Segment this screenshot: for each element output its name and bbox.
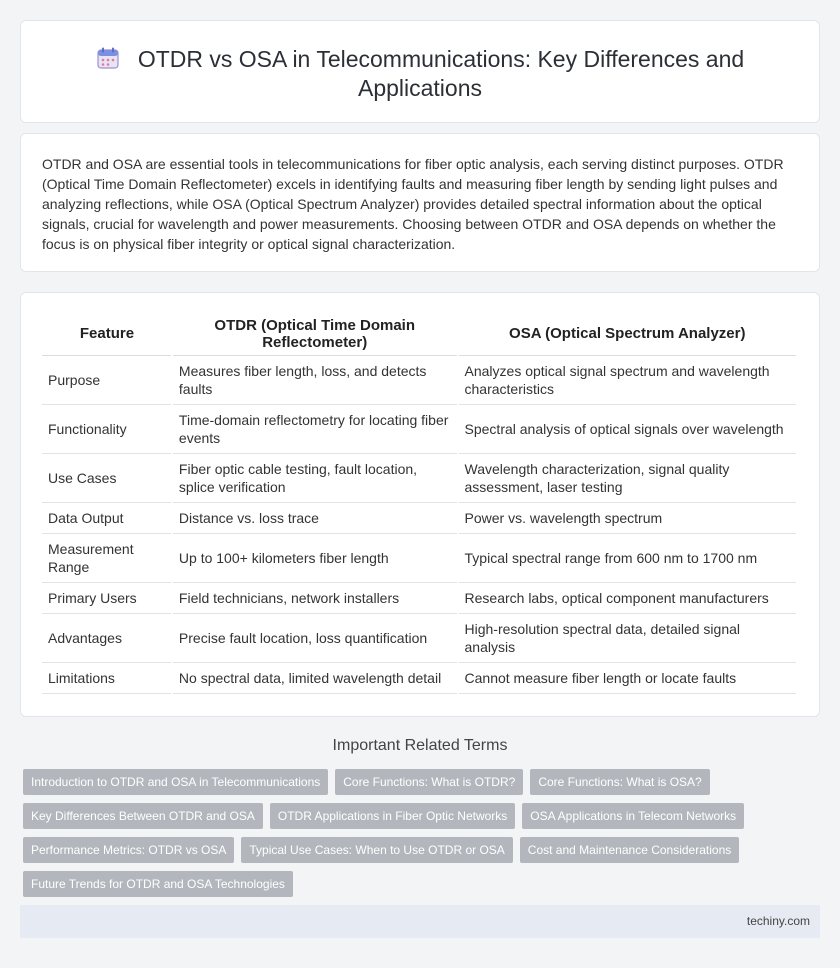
footer-bar: [20, 905, 820, 938]
table-cell-feature: Purpose: [42, 355, 172, 404]
table-cell-otdr: Measures fiber length, loss, and detects faults: [172, 355, 458, 404]
table-cell-osa: Wavelength characterization, signal quality assessment, laser testing: [458, 453, 797, 502]
table-cell-osa: Spectral analysis of optical signals over wavelength: [458, 404, 797, 453]
related-term-tag[interactable]: OSA Applications in Telecom Networks: [522, 803, 744, 829]
table-cell-otdr: No spectral data, limited wavelength detail: [172, 662, 458, 693]
table-cell-otdr: Precise fault location, loss quantification: [172, 613, 458, 662]
page-title: OTDR vs OSA in Telecommunications: Key Differences and Applications: [137, 46, 745, 101]
table-row: [42, 502, 797, 533]
table-cell-feature: Primary Users: [42, 582, 172, 613]
table-row: [42, 533, 797, 582]
title-card: [20, 20, 820, 123]
table-row: [42, 662, 797, 693]
related-terms-list: [23, 769, 783, 897]
related-term-tag[interactable]: OTDR Applications in Fiber Optic Networks: [270, 803, 515, 829]
related-term-tag[interactable]: Cost and Maintenance Considerations: [520, 837, 739, 863]
table-cell-osa: Typical spectral range from 600 nm to 1700 nm: [458, 533, 797, 582]
table-cell-otdr: Distance vs. loss trace: [172, 502, 458, 533]
footer-brand[interactable]: techiny.com: [746, 914, 810, 928]
table-cell-feature: Limitations: [42, 662, 172, 693]
comparison-table: [42, 313, 798, 694]
related-terms-heading: Important Related Terms: [332, 737, 508, 754]
table-cell-feature: Data Output: [42, 502, 172, 533]
table-row: [42, 355, 797, 404]
table-cell-feature: Use Cases: [42, 453, 172, 502]
table-row: [42, 582, 797, 613]
related-term-tag[interactable]: Future Trends for OTDR and OSA Technologies: [23, 871, 293, 897]
table-cell-otdr: Fiber optic cable testing, fault location, splice verification: [172, 453, 458, 502]
related-term-tag[interactable]: Introduction to OTDR and OSA in Telecommunications: [23, 769, 328, 795]
related-term-tag[interactable]: Key Differences Between OTDR and OSA: [23, 803, 263, 829]
table-header-row: [42, 313, 797, 355]
page-title-wrap: [81, 45, 759, 103]
header-otdr: OTDR (Optical Time Domain Reflectometer): [172, 313, 458, 355]
table-cell-osa: High-resolution spectral data, detailed signal analysis: [458, 613, 797, 662]
table-cell-otdr: Field technicians, network installers: [172, 582, 458, 613]
table-row: [42, 404, 797, 453]
table-cell-otdr: Time-domain reflectometry for locating fiber events: [172, 404, 458, 453]
related-term-tag[interactable]: Performance Metrics: OTDR vs OSA: [23, 837, 234, 863]
related-term-tag[interactable]: Core Functions: What is OTDR?: [335, 769, 523, 795]
table-cell-osa: Analyzes optical signal spectrum and wavelength characteristics: [458, 355, 797, 404]
intro-card: [20, 133, 820, 272]
header-feature: Feature: [42, 313, 172, 355]
table-cell-osa: Cannot measure fiber length or locate faults: [458, 662, 797, 693]
table-cell-osa: Power vs. wavelength spectrum: [458, 502, 797, 533]
table-row: [42, 613, 797, 662]
calendar-icon: [96, 46, 120, 70]
table-cell-otdr: Up to 100+ kilometers fiber length: [172, 533, 458, 582]
header-osa: OSA (Optical Spectrum Analyzer): [458, 313, 797, 355]
table-cell-feature: Measurement Range: [42, 533, 172, 582]
table-row: [42, 453, 797, 502]
related-term-tag[interactable]: Core Functions: What is OSA?: [530, 769, 709, 795]
table-cell-feature: Functionality: [42, 404, 172, 453]
table-cell-feature: Advantages: [42, 613, 172, 662]
comparison-table-card: [20, 292, 820, 717]
related-term-tag[interactable]: Typical Use Cases: When to Use OTDR or OSA: [241, 837, 512, 863]
table-cell-osa: Research labs, optical component manufacturers: [458, 582, 797, 613]
intro-paragraph: OTDR and OSA are essential tools in telecommunications for fiber optic analysis, each serving distinct purposes. OTDR (Optical Time Domain Reflectometer) excels in identifying faults and measuring fiber length by sending light pulses and analyzing reflections, while OSA (Optical Spectrum Analyzer) provides detailed spectral information about the optical signals, crucial for wavelength and power measurements. Choosing between OTDR and OSA depends on whether the focus is on physical fiber integrity or optical signal characterization.: [42, 156, 784, 252]
